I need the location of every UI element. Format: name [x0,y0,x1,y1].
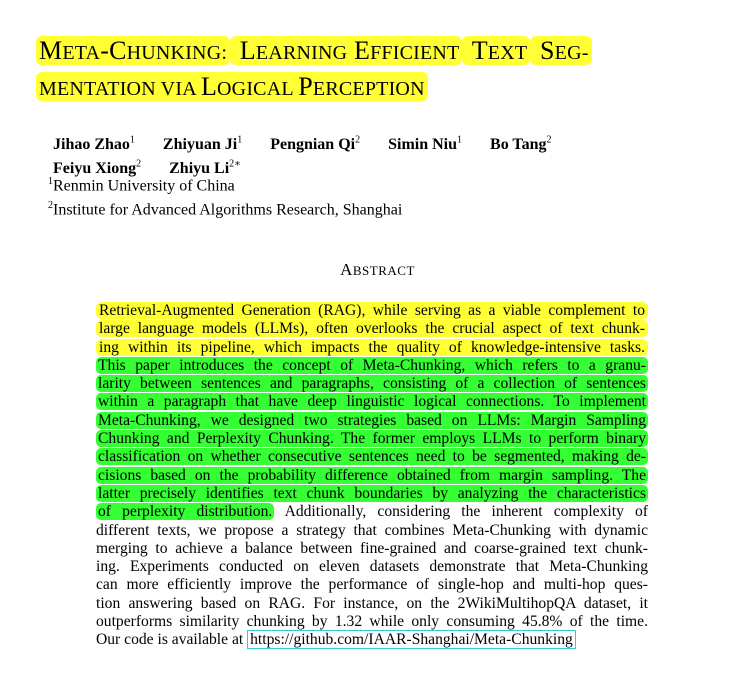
author: Zhiyu $Li^{2∗}$ [169,158,241,177]
author: Zhiyuan Ji$^1$ [162,135,243,154]
abstract-line: ing. Experiments conducted on eleven datasets demonstrate that Meta-Chunking [96,558,648,576]
abstract-line: Our code is available at https://github.com/IAAR-Shanghai/Meta-Chunking [96,631,648,649]
abstract-line: tion answering based on RAG. For instance, on the 2WikiMultihopQA dataset, it [96,594,648,612]
author: Pengnian Qi$^2$ [270,135,361,154]
title-line-2: MENTATION VIA LOGICAL PERCEPTION [36,70,726,106]
author-list [53,131,576,178]
abstract-line: within a paragraph that have deep linguistic logical connections. To implement [98,393,646,411]
abstract-line: ing within its pipeline, which impacts the quality of knowledge-intensive tasks. [96,339,648,357]
affiliation: $^1$Renmin University of China [48,176,235,195]
abstract-line: cisions based on the probability difference obtained from margin sampling. The [98,466,646,484]
abstract-body [96,302,648,650]
abstract-line: large language models (LLMs), often overlooks the crucial aspect of text chunk- [96,320,648,338]
abstract-line: classification on whether consecutive sentences need to be segmented, making de- [98,448,646,466]
author: Bo Tang$^2$ [490,135,552,154]
abstract-line: Meta-Chunking, we designed two strategies based on LLMs: Margin Sampling [98,411,646,429]
author: Simin Niu$^1$ [388,135,463,154]
paper-title [36,34,726,106]
affiliations [48,172,402,221]
abstract-line: different texts, we propose a strategy that combines Meta-Chunking with dynamic [96,521,648,539]
abstract-line: Chunking and Perplexity Chunking. The former employs LLMs to perform binary [98,430,646,448]
abstract-line: latter precisely identifies text chunk boundaries by analyzing the characteristics [98,484,646,502]
abstract-heading: ABSTRACT [340,260,415,279]
abstract-line: Retrieval-Augmented Generation (RAG), while serving as a viable complement to [96,302,648,320]
abstract-line: of perplexity distribution. Additionally, considering the inherent complexity of [98,503,648,521]
author-row-1 [53,131,576,154]
abstract-line: This paper introduces the concept of Meta-Chunking, which refers to a granu- [98,356,646,374]
affiliation: $^2$Institute for Advanced Algorithms Research, Shanghai [48,200,403,219]
abstract-line: merging to achieve a balance between fine-grained and coarse-grained text chunk- [96,539,648,557]
abstract-line: can more efficiently improve the performance of single-hop and multi-hop ques- [96,576,648,594]
author: Jihao Zhao$^1$ [53,135,135,154]
author: Feiyu Xiong$^2$ [53,158,142,177]
title-line-1: META-CHUNKING: LEARNING EFFICIENT TEXT SEG- [36,34,726,70]
abstract-line: outperforms similarity chunking by 1.32 while only consuming 45.8% of the time. [96,613,648,631]
code-repository-link[interactable]: https://github.com/IAAR-Shanghai/Meta-Chunking [247,630,576,649]
abstract-line: larity between sentences and paragraphs, consisting of a collection of sentences [98,375,646,393]
